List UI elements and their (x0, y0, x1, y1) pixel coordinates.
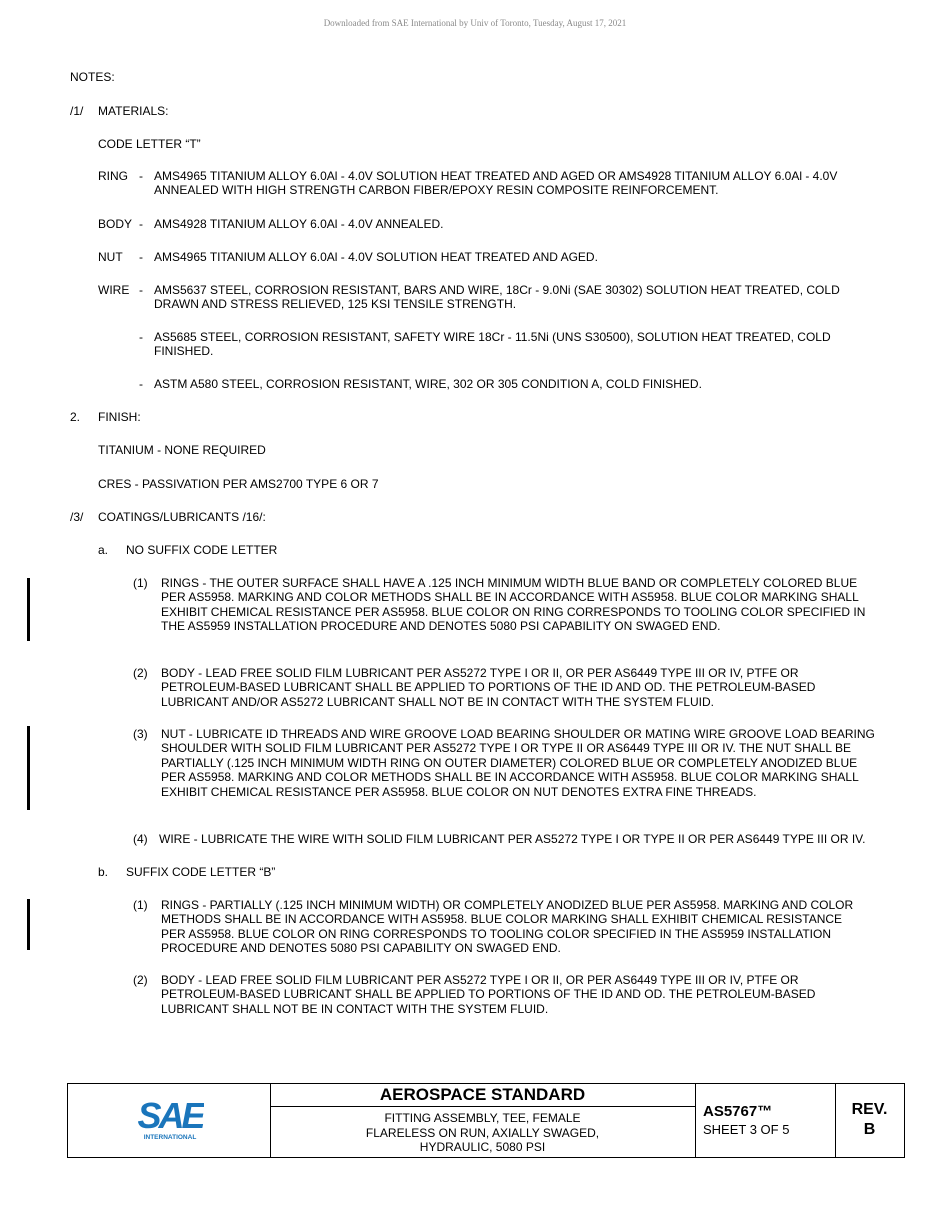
nut-material: AMS4965 TITANIUM ALLOY 6.0Al - 4.0V SOLUTION HEAT TREATED AND AGED. (154, 250, 598, 264)
note-3-title: COATINGS/LUBRICANTS /16/: (98, 510, 266, 524)
title-line-2: FLARELESS ON RUN, AXIALLY SWAGED, (365, 1125, 600, 1140)
item-a3-nut: NUT - LUBRICATE ID THREADS AND WIRE GROOVE LOAD BEARING SHOULDER OR MATING WIRE GROOVE LOAD BEARING SHOULDER WITH SOLID FILM LUBRICANT PER AS5272 TYPE I OR TYPE II OR AS6449 TYPE III OR IV. THE NUT SHALL BE PARTIALLY (.125 INCH MINIMUM WIDTH RING ON OUTER DIAMETER) COLORED BLUE OR COMPLETELY ANODIZED BLUE PER AS5958. MARKING AND COLOR METHODS SHALL BE IN ACCORDANCE WITH AS5958. BLUE COLOR MARKING SHALL EXHIBIT CHEMICAL RESISTANCE PER AS5958. BLUE COLOR ON NUT DENOTES EXTRA FINE THREADS. (161, 727, 875, 799)
title-block (67, 1083, 905, 1158)
ring-label: RING (98, 169, 128, 183)
note-1-title: MATERIALS: (98, 104, 169, 118)
revision-bar (27, 726, 30, 810)
item-a2-body: BODY - LEAD FREE SOLID FILM LUBRICANT PER AS5272 TYPE I OR II, OR PER AS6449 TYPE III OR IV, PTFE OR PETROLEUM-BASED LUBRICANT SHALL BE APPLIED TO PORTIONS OF THE ID AND OD. THE PETROLEUM-BASED LUBRICANT AND/OR AS5272 LUBRICANT SHALL NOT BE IN CONTACT WITH THE SYSTEM FLUID. (161, 666, 816, 709)
finish-titanium: TITANIUM - NONE REQUIRED (98, 443, 266, 457)
item-a2-marker: (2) (133, 666, 148, 680)
dash: - (139, 283, 143, 297)
item-a4-wire: WIRE - LUBRICATE THE WIRE WITH SOLID FILM LUBRICANT PER AS5272 TYPE I OR TYPE II OR PER AS6449 TYPE III OR IV. (159, 832, 866, 846)
standard-type: AEROSPACE STANDARD (270, 1084, 695, 1107)
item-b1-marker: (1) (133, 898, 148, 912)
document-number-cell (695, 1084, 836, 1157)
logo-cell (68, 1084, 271, 1157)
item-b2-marker: (2) (133, 973, 148, 987)
item-a4-marker: (4) (133, 832, 148, 846)
revision-bar (27, 578, 30, 641)
code-letter-t: CODE LETTER “T” (98, 137, 201, 151)
revision-bar (27, 899, 30, 950)
rev-label: REV. (851, 1101, 888, 1118)
wire-label: WIRE (98, 283, 130, 297)
wire-material-3: ASTM A580 STEEL, CORROSION RESISTANT, WIRE, 302 OR 305 CONDITION A, COLD FINISHED. (154, 377, 702, 391)
download-watermark: Downloaded from SAE International by Univ of Toronto, Tuesday, August 17, 2021 (323, 18, 627, 28)
note-2-marker: 2. (70, 410, 81, 424)
sae-logo-sub: INTERNATIONAL (143, 1134, 197, 1141)
ring-material: AMS4965 TITANIUM ALLOY 6.0Al - 4.0V SOLUTION HEAT TREATED AND AGED OR AMS4928 TITANIUM ALLOY 6.0Al - 4.0V ANNEALED WITH HIGH STRENGTH CARBON FIBER/EPOXY RESIN COMPOSITE REINFORCEMENT. (154, 169, 838, 198)
nut-label: NUT (98, 250, 123, 264)
body-label: BODY (98, 217, 133, 231)
note-1-marker: /1/ (70, 104, 84, 118)
dash: - (139, 330, 143, 344)
sheet-number: SHEET 3 OF 5 (703, 1122, 790, 1137)
item-b-title: SUFFIX CODE LETTER “B” (126, 865, 276, 879)
sae-logo-mark: SAE (137, 1095, 203, 1136)
item-a3-marker: (3) (133, 727, 148, 741)
document-title (270, 1111, 695, 1155)
notes-heading: NOTES: (70, 70, 115, 84)
wire-material-2: AS5685 STEEL, CORROSION RESISTANT, SAFETY WIRE 18Cr - 11.5Ni (UNS S30500), SOLUTION HEAT TREATED, COLD FINISHED. (154, 330, 831, 359)
item-b-marker: b. (98, 865, 109, 879)
title-line-3: HYDRAULIC, 5080 PSI (419, 1140, 546, 1154)
revision-cell (835, 1084, 904, 1157)
wire-material-1: AMS5637 STEEL, CORROSION RESISTANT, BARS AND WIRE, 18Cr - 9.0Ni (SAE 30302) SOLUTION HEAT TREATED, COLD DRAWN AND STRESS RELIEVED, 125 KSI TENSILE STRENGTH. (154, 283, 840, 312)
sae-logo (136, 1094, 204, 1142)
rev-value: B (863, 1121, 876, 1138)
dash: - (139, 377, 143, 391)
item-a1-marker: (1) (133, 576, 148, 590)
dash: - (139, 217, 143, 231)
item-b1-rings: RINGS - PARTIALLY (.125 INCH MINIMUM WIDTH) OR COMPLETELY ANODIZED BLUE PER AS5958. MARKING AND COLOR METHODS SHALL BE IN ACCORDANCE WITH AS5958. BLUE COLOR MARKING SHALL EXHIBIT CHEMICAL RESISTANCE PER AS5958. BLUE COLOR ON RING CORRESPONDS TO TOOLING COLOR SPECIFIED IN THE AS5959 INSTALLATION PROCEDURE AND DENOTES 5080 PSI CAPABILITY ON SWAGED END. (161, 898, 854, 956)
note-2-title: FINISH: (98, 410, 141, 424)
item-a-marker: a. (98, 543, 109, 557)
title-cell (270, 1084, 696, 1157)
document-number: AS5767™ (703, 1103, 773, 1120)
body-material: AMS4928 TITANIUM ALLOY 6.0Al - 4.0V ANNEALED. (154, 217, 444, 231)
item-a-title: NO SUFFIX CODE LETTER (126, 543, 278, 557)
finish-cres: CRES - PASSIVATION PER AMS2700 TYPE 6 OR 7 (98, 477, 379, 491)
item-a1-rings: RINGS - THE OUTER SURFACE SHALL HAVE A .125 INCH MINIMUM WIDTH BLUE BAND OR COMPLETELY COLORED BLUE PER AS5958. MARKING AND COLOR METHODS SHALL BE IN ACCORDANCE WITH AS5958. BLUE COLOR MARKING SHALL EXHIBIT CHEMICAL RESISTANCE PER AS5958. BLUE COLOR ON RING CORRESPONDS TO TOOLING COLOR SPECIFIED IN THE AS5959 INSTALLATION PROCEDURE AND DENOTES 5080 PSI CAPABILITY ON SWAGED END. (161, 576, 866, 634)
title-line-1: FITTING ASSEMBLY, TEE, FEMALE (384, 1111, 581, 1125)
dash: - (139, 169, 143, 183)
dash: - (139, 250, 143, 264)
note-3-marker: /3/ (70, 510, 84, 524)
item-b2-body: BODY - LEAD FREE SOLID FILM LUBRICANT PER AS5272 TYPE I OR II, OR PER AS6449 TYPE III OR IV, PTFE OR PETROLEUM-BASED LUBRICANT SHALL BE APPLIED TO PORTIONS OF THE ID AND OD. THE PETROLEUM-BASED LUBRICANT SHALL NOT BE IN CONTACT WITH THE SYSTEM FLUID. (161, 973, 816, 1016)
